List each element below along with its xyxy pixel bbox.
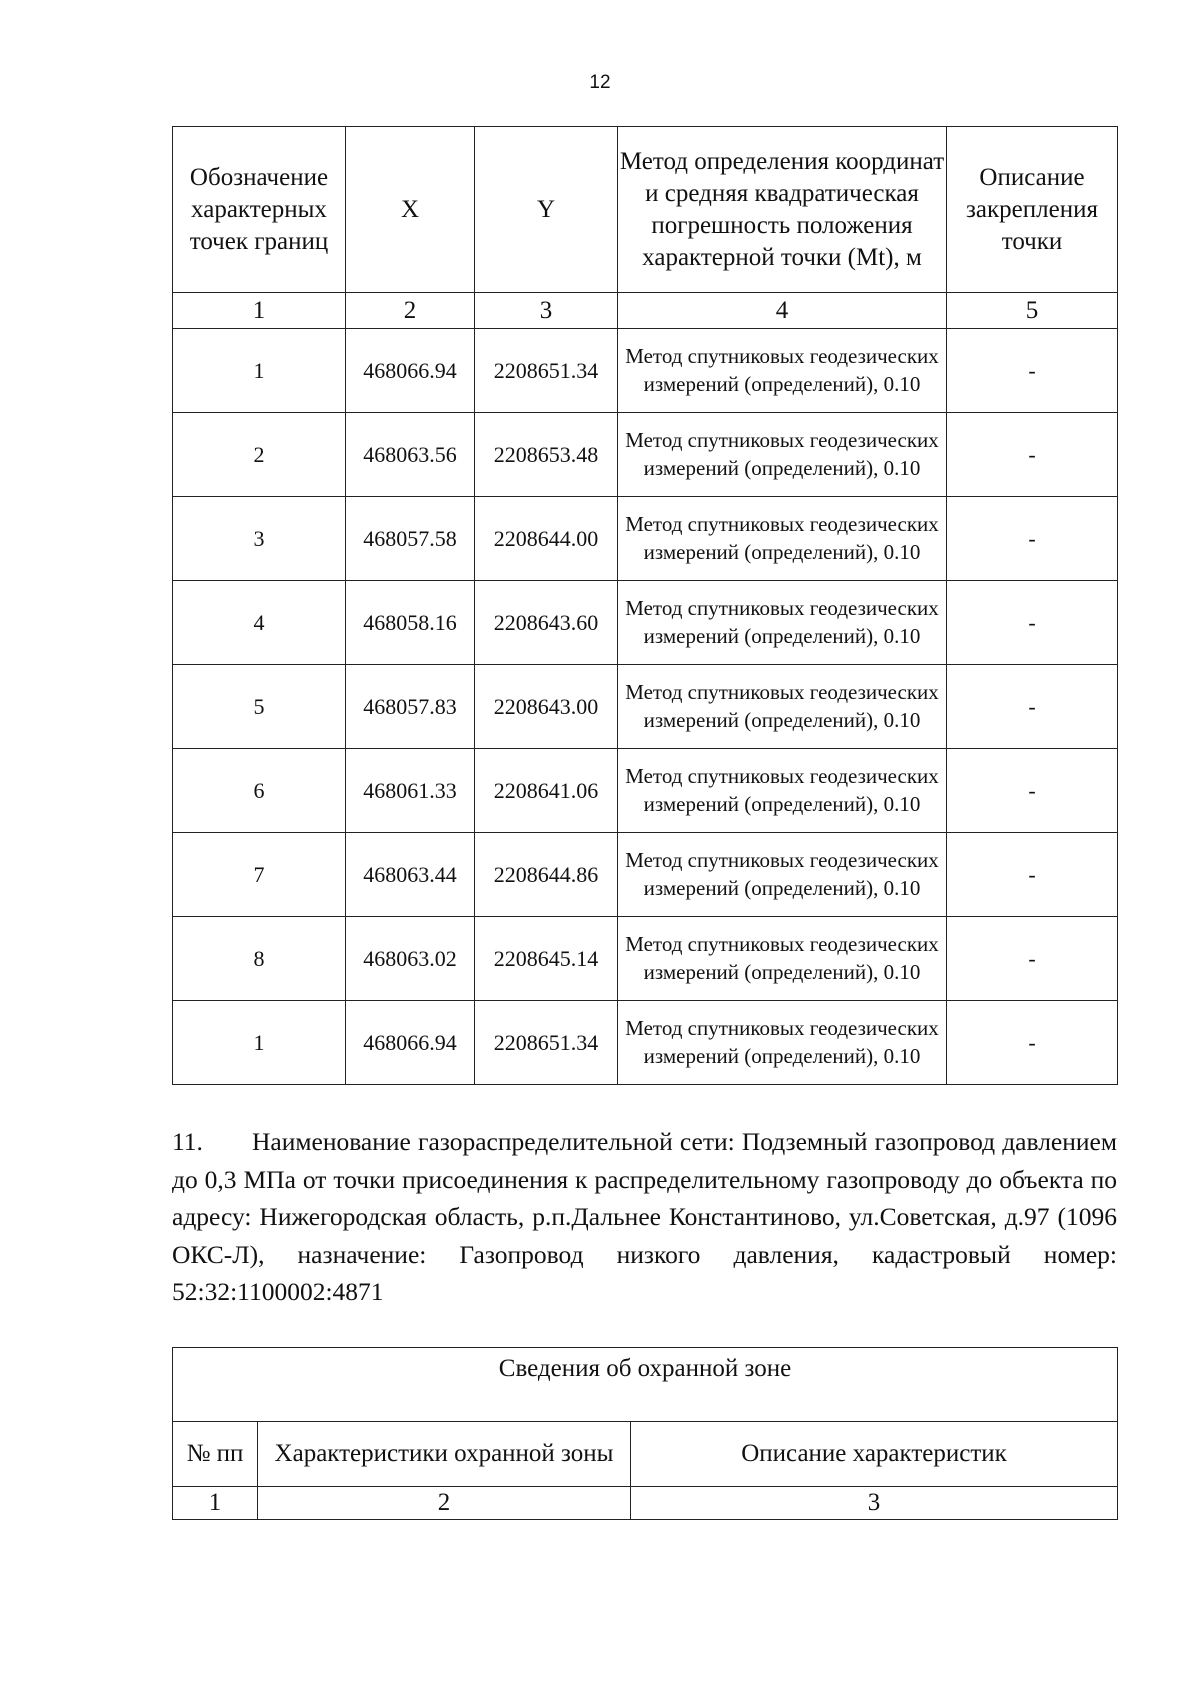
table-row [173,497,1118,581]
point-description-cell: - [947,833,1118,917]
header-x: X [346,127,475,293]
header-y: Y [475,127,618,293]
y-coordinate-cell: 2208641.06 [475,749,618,833]
header-method: Метод определения координат и средняя квадратическая погрешность положения характерной точки (Mt), м [618,127,947,293]
column-number: 1 [173,1487,258,1520]
protection-zone-title-row [173,1348,1118,1422]
method-cell: Метод спутниковых геодезических измерений (определений), 0.10 [618,749,947,833]
method-cell: Метод спутниковых геодезических измерений (определений), 0.10 [618,833,947,917]
section-text: Наименование газораспределительной сети: Подземный газопровод давлением до 0,3 МПа от точки присоединения к распределительному газопроводу до объекта по адресу: Нижегородская область, р.п.Дальнее Константиново, ул.Советская, д.97 (1096 ОКС-Л), назначение: Газопровод низкого давления, кадастровый номер: 52:32:1100002:4871 [172,1127,1117,1307]
y-coordinate-cell: 2208651.34 [475,329,618,413]
method-cell: Метод спутниковых геодезических измерений (определений), 0.10 [618,917,947,1001]
header-zone-characteristics: Характеристики охранной зоны [258,1422,631,1487]
column-number: 3 [475,293,618,329]
method-cell: Метод спутниковых геодезических измерений (определений), 0.10 [618,329,947,413]
y-coordinate-cell: 2208644.00 [475,497,618,581]
header-point-designation: Обозначение характерных точек границ [173,127,346,293]
method-cell: Метод спутниковых геодезических измерений (определений), 0.10 [618,665,947,749]
table-row [173,749,1118,833]
y-coordinate-cell: 2208645.14 [475,917,618,1001]
point-description-cell: - [947,413,1118,497]
section-number: 11. [172,1127,203,1156]
point-description-cell: - [947,749,1118,833]
column-number: 5 [947,293,1118,329]
method-cell: Метод спутниковых геодезических измерений (определений), 0.10 [618,581,947,665]
point-number-cell: 1 [173,1001,346,1085]
point-number-cell: 6 [173,749,346,833]
table-row [173,665,1118,749]
point-description-cell: - [947,581,1118,665]
table-row [173,329,1118,413]
x-coordinate-cell: 468057.58 [346,497,475,581]
point-number-cell: 7 [173,833,346,917]
point-number-cell: 4 [173,581,346,665]
x-coordinate-cell: 468063.02 [346,917,475,1001]
y-coordinate-cell: 2208651.34 [475,1001,618,1085]
x-coordinate-cell: 468061.33 [346,749,475,833]
header-characteristics-description: Описание характеристик [631,1422,1118,1487]
table-row [173,581,1118,665]
method-cell: Метод спутниковых геодезических измерений (определений), 0.10 [618,497,947,581]
protection-zone-table [172,1347,1118,1520]
coordinates-table-header-row [173,127,1118,293]
point-description-cell: - [947,665,1118,749]
section-paragraph [172,1123,1117,1311]
column-number: 3 [631,1487,1118,1520]
header-point-description: Описание закрепления точки [947,127,1118,293]
column-number: 2 [258,1487,631,1520]
protection-zone-title: Сведения об охранной зоне [173,1348,1118,1422]
column-number: 1 [173,293,346,329]
x-coordinate-cell: 468057.83 [346,665,475,749]
column-number: 4 [618,293,947,329]
protection-zone-header-row [173,1422,1118,1487]
x-coordinate-cell: 468063.56 [346,413,475,497]
point-number-cell: 8 [173,917,346,1001]
coordinates-table [172,126,1118,1085]
point-description-cell: - [947,1001,1118,1085]
method-cell: Метод спутниковых геодезических измерений (определений), 0.10 [618,413,947,497]
y-coordinate-cell: 2208653.48 [475,413,618,497]
x-coordinate-cell: 468066.94 [346,1001,475,1085]
y-coordinate-cell: 2208643.60 [475,581,618,665]
protection-zone-column-numbers-row [173,1487,1118,1520]
table-row [173,833,1118,917]
method-cell: Метод спутниковых геодезических измерений (определений), 0.10 [618,1001,947,1085]
header-item-number: № пп [173,1422,258,1487]
page-number: 12 [589,72,611,93]
x-coordinate-cell: 468066.94 [346,329,475,413]
point-description-cell: - [947,497,1118,581]
point-number-cell: 2 [173,413,346,497]
table-row [173,917,1118,1001]
point-number-cell: 1 [173,329,346,413]
table-row [173,1001,1118,1085]
y-coordinate-cell: 2208643.00 [475,665,618,749]
point-number-cell: 3 [173,497,346,581]
table-row [173,413,1118,497]
column-number: 2 [346,293,475,329]
y-coordinate-cell: 2208644.86 [475,833,618,917]
point-description-cell: - [947,917,1118,1001]
point-description-cell: - [947,329,1118,413]
x-coordinate-cell: 468058.16 [346,581,475,665]
coordinates-table-body [173,329,1118,1085]
point-number-cell: 5 [173,665,346,749]
coordinates-column-numbers-row [173,293,1118,329]
x-coordinate-cell: 468063.44 [346,833,475,917]
